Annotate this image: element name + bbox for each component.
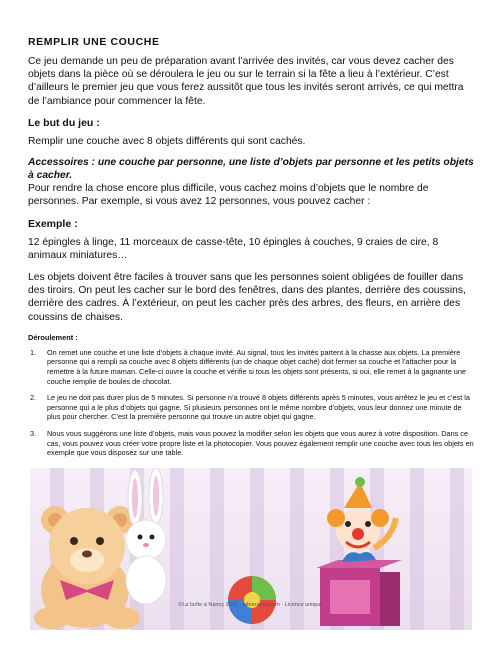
list-item	[28, 393, 474, 422]
page-title: REMPLIR UNE COUCHE	[28, 36, 160, 48]
copyright-footer: ©La boîte à Nanny 2012 - labonanny.com - Licence unique	[178, 602, 322, 608]
step-text: On remet une couche et une liste d’objets à chaque invité. Au signal, tous les invités partent à la chasse aux objets. La première personne qui a rempli sa couche avec 8 objets différents (un de chaque objet caché) doit fermer sa couche et l’attacher pour la remettre à la future maman. Celle-ci ouvre la couche et vérifie si tous les objets sont présents, si oui, elle remet à la gagnante une couche remplie de boules de chocolat.	[47, 347, 466, 386]
list-item	[28, 348, 474, 386]
document-page	[28, 36, 474, 465]
goal-text: Remplir une couche avec 8 objets différents qui sont cachés.	[28, 135, 306, 147]
bunny-icon	[126, 468, 166, 604]
step-text: Nous vous suggérons une liste d’objets, mais vous pouvez la modifier selon les objets que vous aurez à votre disposition. Dans ce cas, vous pouvez vous créer votre propre liste et la photocopier. Vous pouvez également remplir une couche avec tous les objets en exemple que vous disposez sur une table.	[47, 428, 474, 458]
step-number: 1.	[30, 347, 37, 357]
step-number: 2.	[30, 393, 37, 403]
step-text: Le jeu ne doit pas durer plus de 5 minutes. Si personne n’a trouvé 8 objets différents après 5 minutes, vous arrêtez le jeu et c’est la personne qui a le plus d’objets qui gagne. Si plusieurs personnes ont le même nombre d’objets, vous leur donnez une minute de plus pour chercher. C’est la première personne qui trouve un autre objet qui gagne.	[47, 393, 470, 422]
steps-heading: Déroulement :	[28, 332, 78, 342]
example-text: 12 épingles à linge, 11 morceaux de casse-tête, 10 épingles à couches, 9 craies de cire, 8 animaux miniatures…	[28, 236, 439, 261]
example-heading: Exemple :	[28, 217, 78, 230]
difficulty-paragraph: Pour rendre la chose encore plus difficile, vous cachez moins d’objets que le nombre de personnes. Par exemple, si vous avez 12 personnes, vous pouvez cacher :	[28, 183, 429, 208]
intro-paragraph: Ce jeu demande un peu de préparation avant l’arrivée des invités, car vous devez cacher des objets dans la pièce où se déroulera le jeu ou sur le terrain si la fête a lieu à l’extérieur. C’est d’ailleurs le premier jeu que vous ferez aussitôt que tous les invités seront arrivés, ce qui mettra de l’ambiance pour commencer la fête.	[28, 56, 464, 107]
step-number: 3.	[30, 428, 37, 438]
list-item	[28, 429, 474, 458]
ball-icon	[228, 576, 276, 624]
teddy-bear-icon	[34, 506, 140, 629]
hiding-paragraph: Les objets doivent être faciles à trouver sans que les personnes soient obligées de fouiller dans des tiroirs. On peut les cacher sur le bord des fenêtres, dans des plantes, derrière des coussins, derrière des cadres. À l’extérieur, on peut les cacher près des arbres, des fleurs, en arrière des coussins de chaises.	[28, 272, 466, 323]
accessories-text: Accessoires : une couche par personne, une liste d’objets par personne et les petits objets à cacher.	[28, 157, 474, 181]
goal-heading: Le but du jeu :	[28, 116, 100, 129]
steps-list	[28, 348, 474, 458]
